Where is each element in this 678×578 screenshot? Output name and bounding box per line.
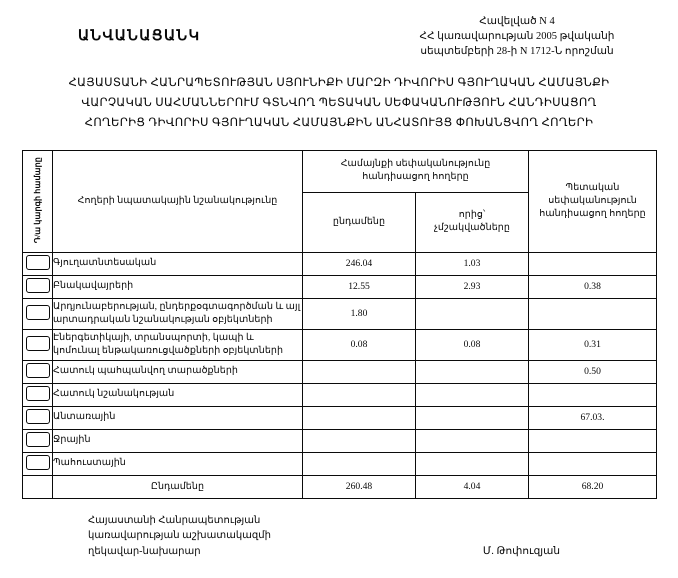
row-name: Գյուղատնտեսական <box>53 252 303 275</box>
approval-line-3: սեպտեմբերի 28-ի N 1712-Ն որոշման <box>420 46 614 58</box>
checkbox[interactable] <box>26 432 50 447</box>
approval-block <box>382 14 652 60</box>
row-state: 0.50 <box>529 360 657 383</box>
row-state: 0.38 <box>529 275 657 298</box>
row-name: Ջրային <box>53 429 303 452</box>
row-state <box>529 252 657 275</box>
table-row <box>23 429 657 452</box>
table-row <box>23 452 657 475</box>
row-sum: 12.55 <box>303 275 416 298</box>
row-name: Հատուկ պահպանվող տարածքների <box>53 360 303 383</box>
row-sum: 0.08 <box>303 329 416 360</box>
total-sum: 260.48 <box>303 475 416 498</box>
row-name: Պահուստային <box>53 452 303 475</box>
table-row <box>23 298 657 329</box>
row-name: Արդյունաբերության, ընդերքօգտագործման և այլ արտադրական նշանակության օբյեկտների <box>53 298 303 329</box>
table-header-community-sum-label: ընդամենը <box>332 215 386 227</box>
row-checkbox-cell[interactable] <box>23 452 53 475</box>
subtitle-line-1: ՀԱՅԱՍՏԱՆԻ ՀԱՆՐԱՊԵՏՈՒԹՅԱՆ ՍՅՈՒՆԻՔԻ ՄԱՐԶԻ ԴԻՎՈՐԻՍ ԳՅՈՒՂԱԿԱՆ ՀԱՄԱՅՆՔԻ <box>68 76 610 89</box>
row-name: Անտառային <box>53 406 303 429</box>
row-checkbox-cell[interactable] <box>23 329 53 360</box>
row-state <box>529 429 657 452</box>
subtitle-line-3: ՀՈՂԵՐԻՑ ԴԻՎՈՐԻՍ ԳՅՈՒՂԱԿԱՆ ՀԱՄԱՅՆՔԻՆ ԱՆՀԱՏՈՒՅՑ ՓՈԽԱՆՑՎՈՂ ՀՈՂԵՐԻ <box>84 116 594 129</box>
table-row <box>23 360 657 383</box>
table-header-name <box>53 150 303 252</box>
subtitle-line-2: ՎԱՐՉԱԿԱՆ ՍԱՀՄԱՆՆԵՐՈՒՄ ԳՏՆՎՈՂ ՊԵՏԱԿԱՆ ՍԵՓԱԿԱՆՈՒԹՅՈՒՆ ՀԱՆԴԻՍԱՑՈՂ <box>81 96 597 109</box>
document-header <box>0 0 678 60</box>
document-footer <box>0 513 678 560</box>
row-unused: 1.03 <box>416 252 529 275</box>
checkbox[interactable] <box>26 278 50 293</box>
table-header-community-unused-label: որից՝ չմշակվածները <box>434 209 510 234</box>
total-empty-cell <box>23 475 53 498</box>
row-state: 0.31 <box>529 329 657 360</box>
row-sum: 246.04 <box>303 252 416 275</box>
row-unused: 0.08 <box>416 329 529 360</box>
row-checkbox-cell[interactable] <box>23 360 53 383</box>
total-state: 68.20 <box>529 475 657 498</box>
row-checkbox-cell[interactable] <box>23 406 53 429</box>
table-header-state-label: Պետական սեփականություն հանդիսացող հողերը <box>539 181 646 219</box>
row-name: Բնակավայրերի <box>53 275 303 298</box>
document-subtitle <box>34 74 644 134</box>
checkbox[interactable] <box>26 255 50 270</box>
signer-line-2: կառավարության աշխատակազմի <box>88 530 271 542</box>
table-total-row <box>23 475 657 498</box>
row-unused <box>416 383 529 406</box>
row-checkbox-cell[interactable] <box>23 298 53 329</box>
table-row <box>23 329 657 360</box>
row-unused <box>416 298 529 329</box>
row-unused <box>416 429 529 452</box>
row-checkbox-cell[interactable] <box>23 429 53 452</box>
approval-line-1: Հավելված N 4 <box>479 16 555 27</box>
table-row <box>23 275 657 298</box>
row-sum <box>303 452 416 475</box>
row-name: Հատուկ նշանակության <box>53 383 303 406</box>
total-unused: 4.04 <box>416 475 529 498</box>
row-unused <box>416 360 529 383</box>
table-header-no <box>23 150 53 252</box>
table-header-community-sum <box>303 192 416 252</box>
row-unused <box>416 452 529 475</box>
row-checkbox-cell[interactable] <box>23 275 53 298</box>
checkbox[interactable] <box>26 363 50 378</box>
total-label: Ընդամենը <box>53 475 303 498</box>
checkbox[interactable] <box>26 305 50 320</box>
table-header-no-label: Դ/ա կարգի համարը <box>32 156 42 243</box>
table-row <box>23 252 657 275</box>
row-name: Էներգետիկայի, տրանսպորտի, կապի և կոմունալ ենթակառուցվածքների օբյեկտների <box>53 329 303 360</box>
checkbox[interactable] <box>26 409 50 424</box>
table-header-state <box>529 150 657 252</box>
row-checkbox-cell[interactable] <box>23 252 53 275</box>
table-header-name-label: Հողերի նպատակային նշանակությունը <box>77 194 278 206</box>
land-table-wrapper <box>22 150 656 499</box>
row-state <box>529 452 657 475</box>
row-unused <box>416 406 529 429</box>
table-row <box>23 406 657 429</box>
table-header-community-unused <box>416 192 529 252</box>
row-unused: 2.93 <box>416 275 529 298</box>
signer-line-3: ղեկավար-նախարար <box>88 545 201 557</box>
signer-title-block <box>88 513 271 560</box>
row-state <box>529 298 657 329</box>
approval-line-2: ՀՀ կառավարության 2005 թվականի <box>419 31 615 43</box>
table-header-community-group <box>303 150 529 192</box>
row-state <box>529 383 657 406</box>
page-title: ԱՆՎԱՆԱՑԱՆԿ <box>78 28 201 44</box>
signer-line-1: Հայաստանի Հանրապետության <box>88 514 261 526</box>
row-state: 67.03. <box>529 406 657 429</box>
table-header-community-group-label: Համայնքի սեփականությունը հանդիսացող հողերը <box>340 158 491 183</box>
checkbox[interactable] <box>26 455 50 470</box>
row-sum <box>303 360 416 383</box>
row-sum <box>303 429 416 452</box>
checkbox[interactable] <box>26 336 50 351</box>
row-sum <box>303 406 416 429</box>
row-sum <box>303 383 416 406</box>
land-table <box>22 150 657 499</box>
signature-name: Մ. Թոփուզյան <box>482 546 560 558</box>
table-row <box>23 383 657 406</box>
checkbox[interactable] <box>26 386 50 401</box>
table-body <box>23 252 657 498</box>
row-checkbox-cell[interactable] <box>23 383 53 406</box>
row-sum: 1.80 <box>303 298 416 329</box>
